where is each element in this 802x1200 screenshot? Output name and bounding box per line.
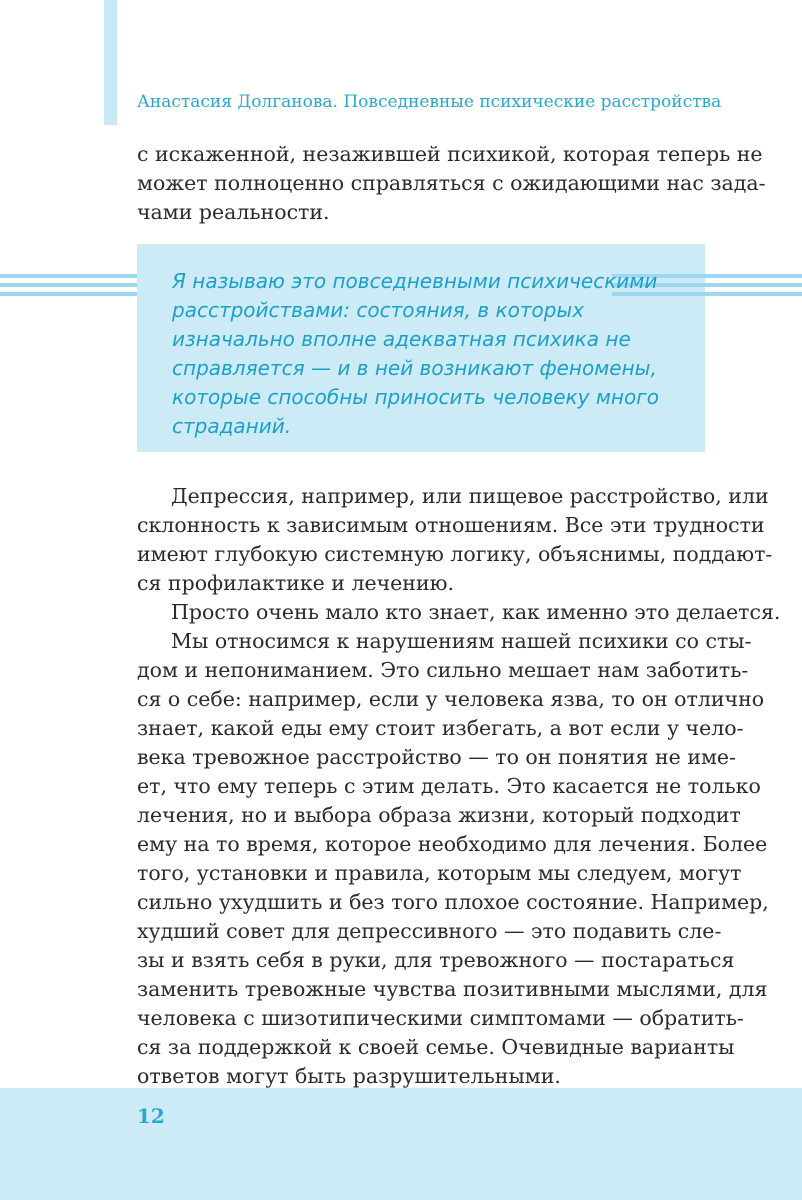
text-line: чами реальности. xyxy=(137,200,330,224)
text-line: Мы относимся к нарушениям нашей психики со сты- xyxy=(171,629,752,653)
quote-line: изначально вполне адекватная психика не xyxy=(172,327,631,351)
footer-band xyxy=(0,1088,802,1200)
quote-line: Я называю это повседневными психическими xyxy=(172,269,658,293)
text-line: ся о себе: например, если у человека язва, то он отлично xyxy=(137,687,765,711)
running-header-title: Анастасия Долганова. Повседневные психические расстройства xyxy=(137,92,722,112)
text-line: человека с шизотипическими симптомами — обратить- xyxy=(137,1006,744,1030)
text-line: с искаженной, незажившей психикой, которая теперь не xyxy=(137,142,763,166)
text-line: ответов могут быть разрушительными. xyxy=(137,1064,561,1088)
text-line: Депрессия, например, или пищевое расстройство, или xyxy=(171,484,769,508)
quote-line: справляется — и в ней возникают феномены, xyxy=(172,356,657,380)
pull-quote-stripes-left xyxy=(0,274,137,298)
text-line: лечения, но и выбора образа жизни, который подходит xyxy=(137,803,741,827)
text-line: ся за поддержкой к своей семье. Очевидные варианты xyxy=(137,1035,735,1059)
text-line: имеют глубокую системную логику, объяснимы, поддают- xyxy=(137,542,773,566)
text-line: худший совет для депрессивного — это подавить сле- xyxy=(137,919,722,943)
pull-quote-text xyxy=(172,267,659,441)
text-line: того, установки и правила, которым мы следуем, могут xyxy=(137,861,742,885)
text-line: ему на то время, которое необходимо для лечения. Более xyxy=(137,832,768,856)
text-line: зы и взять себя в руки, для тревожного — постараться xyxy=(137,948,735,972)
text-line: дом и непониманием. Это сильно мешает нам заботить- xyxy=(137,658,749,682)
margin-decor-bar xyxy=(104,0,117,125)
page-number: 12 xyxy=(137,1104,165,1128)
intro-paragraph xyxy=(137,140,766,227)
quote-line: расстройствами: состояния, в которых xyxy=(172,298,585,322)
quote-line: страданий. xyxy=(172,414,292,438)
text-line: сильно ухудшить и без того плохое состояние. Например, xyxy=(137,890,769,914)
text-line: Просто очень мало кто знает, как именно это делается. xyxy=(171,600,781,624)
text-line: знает, какой еды ему стоит избегать, а вот если у чело- xyxy=(137,716,744,740)
stripe xyxy=(0,274,137,278)
quote-line: которые способны приносить человеку много xyxy=(172,385,659,409)
text-line: склонность к зависимым отношениям. Все эти трудности xyxy=(137,513,765,537)
text-line: века тревожное расстройство — то он понятия не име- xyxy=(137,745,736,769)
text-line: ет, что ему теперь с этим делать. Это касается не только xyxy=(137,774,761,798)
text-line: заменить тревожные чувства позитивными мыслями, для xyxy=(137,977,768,1001)
main-body-text xyxy=(137,482,781,1091)
stripe xyxy=(0,292,137,296)
stripe xyxy=(0,283,137,287)
text-line: может полноценно справляться с ожидающими нас зада- xyxy=(137,171,766,195)
text-line: ся профилактике и лечению. xyxy=(137,571,454,595)
